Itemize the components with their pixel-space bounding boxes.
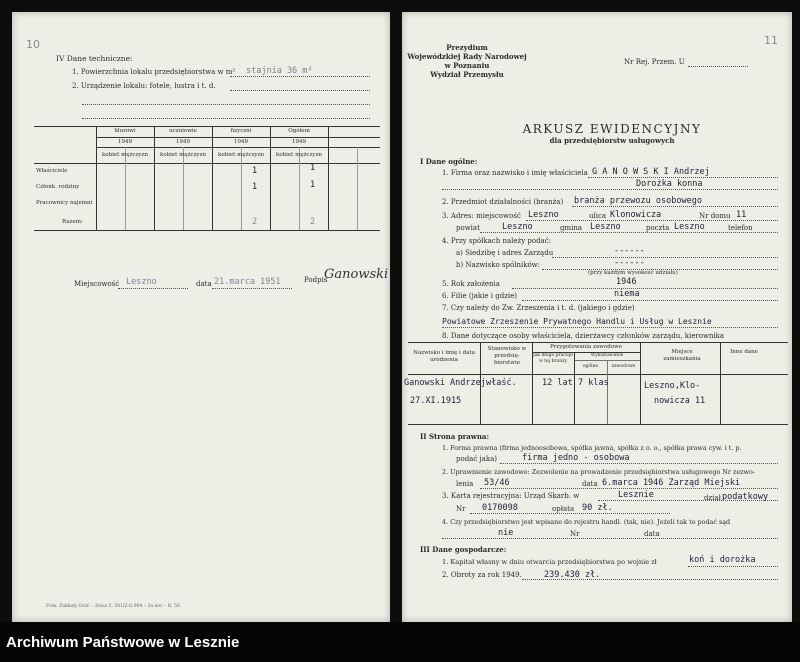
powierzchnia-line <box>230 76 370 77</box>
upraw-nr: 53/46 <box>484 478 510 488</box>
przedmiot-label: 2. Przedmiot działalności (branża) <box>442 198 564 206</box>
section-iv-heading: IV Dane techniczne: <box>56 54 133 63</box>
gmina-value: Leszno <box>590 222 621 232</box>
th-stanowisko: Stanowisko w przedsię-biorstwie <box>487 346 527 366</box>
td-jak-dlugo: 12 lat <box>542 378 573 388</box>
col-sub: kobiet mężczyzn <box>275 152 323 158</box>
upraw-data-label: data <box>582 480 598 488</box>
firma-value-1: G A N O W S K I Andrzej <box>592 167 710 177</box>
archive-caption: Archiwum Państwowe w Lesznie <box>6 634 240 651</box>
cell-czlonk-fiz: 1 <box>252 182 258 192</box>
office-line: Wydział Przemysłu <box>430 70 504 79</box>
spolki-label: 4. Przy spółkach należy podać: <box>442 237 552 245</box>
office-line: Wojewódzkiej Rady Narodowej <box>407 52 527 61</box>
row-pracownicy: Pracownicy najemni <box>36 200 93 206</box>
data-label: data <box>196 280 212 288</box>
col-header-ogolem: Ogółem <box>288 128 310 134</box>
col-header-uczniowie: uczniowie <box>169 128 197 134</box>
th-przygotowania: Przygotowania zawodowe <box>550 344 622 350</box>
miejscowosc-label: Miejscowość <box>74 280 120 288</box>
urzadzenie-label: 2. Urządzenie lokalu: fotele, lustra i t. d. <box>72 82 216 90</box>
row-czlonk-rodziny: Członk. rodziny <box>36 184 80 190</box>
col-header-fizyczni: fizyczni <box>230 128 252 134</box>
filie-line <box>522 300 778 301</box>
blank-line-2 <box>82 118 370 119</box>
kapital-line <box>688 566 778 567</box>
td-data-urodzenia: 27.XI.1915 <box>410 396 462 406</box>
ulica-label: ulica <box>589 212 607 220</box>
wspolnicy-value: ------ <box>614 258 645 268</box>
powiat-label: powiat <box>456 224 480 232</box>
zwiazek-label: 7. Czy należy do Zw. Zrzeszenia i t. d. (jakiego i gdzie) <box>442 304 635 312</box>
col-year: 1949 <box>234 139 248 145</box>
wpis-line <box>442 538 778 539</box>
rej-label: Nr Rej. Przem. U <box>624 58 685 66</box>
adres-miejsc-value: Leszno <box>528 210 559 220</box>
rok-line <box>512 288 778 289</box>
karta-line <box>598 500 778 501</box>
td-miejsce-1: Leszno,Klo- <box>644 381 701 391</box>
powierzchnia-label: 1. Powierzchnia lokalu przedsiębiorstwa w m² <box>72 68 236 76</box>
signature: Ganowski <box>324 267 389 282</box>
nr-domu-value: 11 <box>736 210 747 220</box>
obroty-label: 2. Obroty za rok 1949. <box>442 571 522 579</box>
nr-domu-label: Nr domu <box>699 212 731 220</box>
filie-label: 6. Filie (jakie i gdzie) <box>442 292 517 300</box>
td-nazwisko: Ganowski Andrzej <box>404 378 486 388</box>
wspolnicy-label: b) Nazwisko spólników: <box>456 261 541 269</box>
karta-urzad: Lesznie <box>618 490 654 500</box>
upraw-label-1: 2. Uprawnienie zawodowe: Zezwolenie na prowadzenie przedsiębiorstwa usługowego Nr zezwo- <box>442 468 755 476</box>
col-sub: kobiet mężczyzn <box>159 152 207 158</box>
row-wlasciciele: Właściciele <box>36 168 68 174</box>
wpis-data-label: data <box>644 530 660 538</box>
corner-mark: 11 <box>764 34 778 47</box>
form-title: ARKUSZ EWIDENCYJNY <box>522 122 702 136</box>
row-razem: Razem: <box>62 219 83 225</box>
nr-value: 0170098 <box>482 503 518 513</box>
wysokosc-note: (przy każdym wysokość udziału) <box>588 270 678 276</box>
forma-label-1: 1. Forma prawna (firma jednoosobowa, spółka jawna, spółka z o. o., spółka prawa cyw. i t. p. <box>442 444 742 452</box>
urzadzenie-line <box>230 90 370 91</box>
siedziba-label: a) Siedzibę i adres Zarządu <box>456 249 554 257</box>
data-value: 21.marca 1951 <box>214 277 281 287</box>
th-inne: Inne dane <box>730 349 758 355</box>
form-subtitle: dla przedsiębiorstw usługowych <box>549 136 675 145</box>
filie-value: niema <box>614 289 640 299</box>
wpis-nr-label: Nr <box>570 530 580 538</box>
poczta-value: Leszno <box>674 222 705 232</box>
col-sub: kobiet mężczyzn <box>217 152 265 158</box>
podpis-label: Podpis <box>304 276 328 284</box>
karta-label: 3. Karta rejestracyjna: Urząd Skarb. w <box>442 492 580 500</box>
przedmiot-value: branża przewozu osobowego <box>574 196 702 206</box>
forma-value: firma jedno - osobowa <box>522 453 630 463</box>
col-header-biurowi: blurowi <box>114 128 136 134</box>
td-miejsce-2: nowicza 11 <box>654 396 706 406</box>
rok-value: 1946 <box>616 277 637 287</box>
cell-razem-fiz: 2 <box>252 217 258 227</box>
zwiazek-value: Powiatowe Zrzeszenie Prywatnego Handlu i Usług w Lesznie <box>442 317 712 326</box>
upraw-label-2: lenia <box>456 480 474 488</box>
th-miejsce: Miejsce zamieszkania <box>663 349 701 362</box>
printer-note: Fotn. Zakłady Graf. – Zeiss Z. 581/Z.G.904 – 3a nov – R. 50. <box>46 604 182 609</box>
col-year: 1949 <box>176 139 190 145</box>
forma-label-2: podać jaka) <box>456 455 497 463</box>
wpis-value: nie <box>498 528 514 538</box>
col-year: 1949 <box>292 139 306 145</box>
upraw-data: 6.marca 1946 Zarząd Miejski <box>602 478 741 488</box>
nr-label: Nr <box>456 505 466 513</box>
telefon-label: telefon <box>728 224 753 232</box>
section-i-heading: I Dane ogólne: <box>420 157 478 166</box>
col-year: 1949 <box>118 139 132 145</box>
col-sub: kobiet mężczyzn <box>101 152 149 158</box>
obroty-line <box>522 579 778 580</box>
td-ogolne: 7 klas <box>578 378 609 388</box>
siedziba-value: ------ <box>614 246 645 256</box>
osoby-label: 8. Dane dotyczące osoby właściciela, dzierżawcy członków zarządu, kierownika <box>442 332 725 340</box>
poczta-label: poczta <box>646 224 670 232</box>
powierzchnia-value: stajnia 36 m² <box>246 66 313 76</box>
data-line <box>212 288 292 289</box>
gmina-label: gmina <box>560 224 583 232</box>
office-line: Prezydium <box>446 43 488 52</box>
forma-line <box>500 463 778 464</box>
wpis-label: 4. Czy przedsiębiorstwo jest wpisane do rejestru handl. (tak, nie). Jeżeli tak to podać sąd <box>442 518 731 526</box>
blank-line-1 <box>82 104 370 105</box>
cell-czlonk-ogol: 1 <box>310 180 316 190</box>
th-zawodowe: zawodowe <box>611 364 636 369</box>
powiat-value: Leszno <box>502 222 533 232</box>
archive-caption-bar <box>0 622 800 662</box>
firma-value-2: Dorożka konna <box>636 179 703 189</box>
firma-label: 1. Firma oraz nazwisko i imię właściciela <box>442 169 588 177</box>
nr-line <box>470 513 670 514</box>
kapital-label: 1. Kapitał własny w dniu otwarcia przedsiębiorstwa po wojnie zł <box>442 558 657 566</box>
section-ii-heading: II Strona prawna: <box>420 432 490 441</box>
miejscowosc-line <box>118 288 188 289</box>
siedziba-line <box>552 257 778 258</box>
ulica-value: Klonowicza <box>610 210 662 220</box>
th-ogolne: ogólne <box>582 364 599 369</box>
left-page <box>12 12 390 622</box>
firma-line-2 <box>442 189 778 190</box>
miejscowosc-value: Leszno <box>126 277 157 287</box>
dzial-label: dział <box>704 494 721 502</box>
td-stanowisko: właść. <box>486 378 517 388</box>
powiat-line <box>480 232 778 233</box>
obroty-value: 239.430 zł. <box>544 570 601 580</box>
th-jak-dlugo: jak długo pracuje w tej branży <box>533 353 573 364</box>
cell-wlasc-ogol: 1 <box>310 163 316 173</box>
oplata-label: opłata <box>552 505 575 513</box>
przedmiot-line <box>572 206 778 207</box>
rej-line <box>688 66 748 67</box>
adres-line <box>526 220 778 221</box>
right-page <box>402 12 792 622</box>
rok-label: 5. Rok założenia <box>442 280 500 288</box>
kapital-value: koń i dorożka <box>689 555 756 565</box>
firma-line-1 <box>588 177 778 178</box>
adres-label: 3. Adres: miejscowość <box>442 212 521 220</box>
th-nazwisko: Nazwisko i imię i data urodzenia <box>413 350 475 363</box>
upraw-line <box>480 488 778 489</box>
office-line: w Poznaniu <box>444 61 490 70</box>
oplata-value: 90 zł. <box>582 503 613 513</box>
th-wyksztalcenie: Wykształcenie <box>590 353 624 358</box>
zwiazek-line <box>442 327 778 328</box>
cell-razem-ogol: 2 <box>310 217 316 227</box>
cell-wlasc-fiz: 1 <box>252 166 258 176</box>
dzial-value: podatkowy <box>722 492 769 502</box>
corner-mark: 10 <box>26 38 40 51</box>
section-iii-heading: III Dane gospodarcze: <box>420 545 507 554</box>
